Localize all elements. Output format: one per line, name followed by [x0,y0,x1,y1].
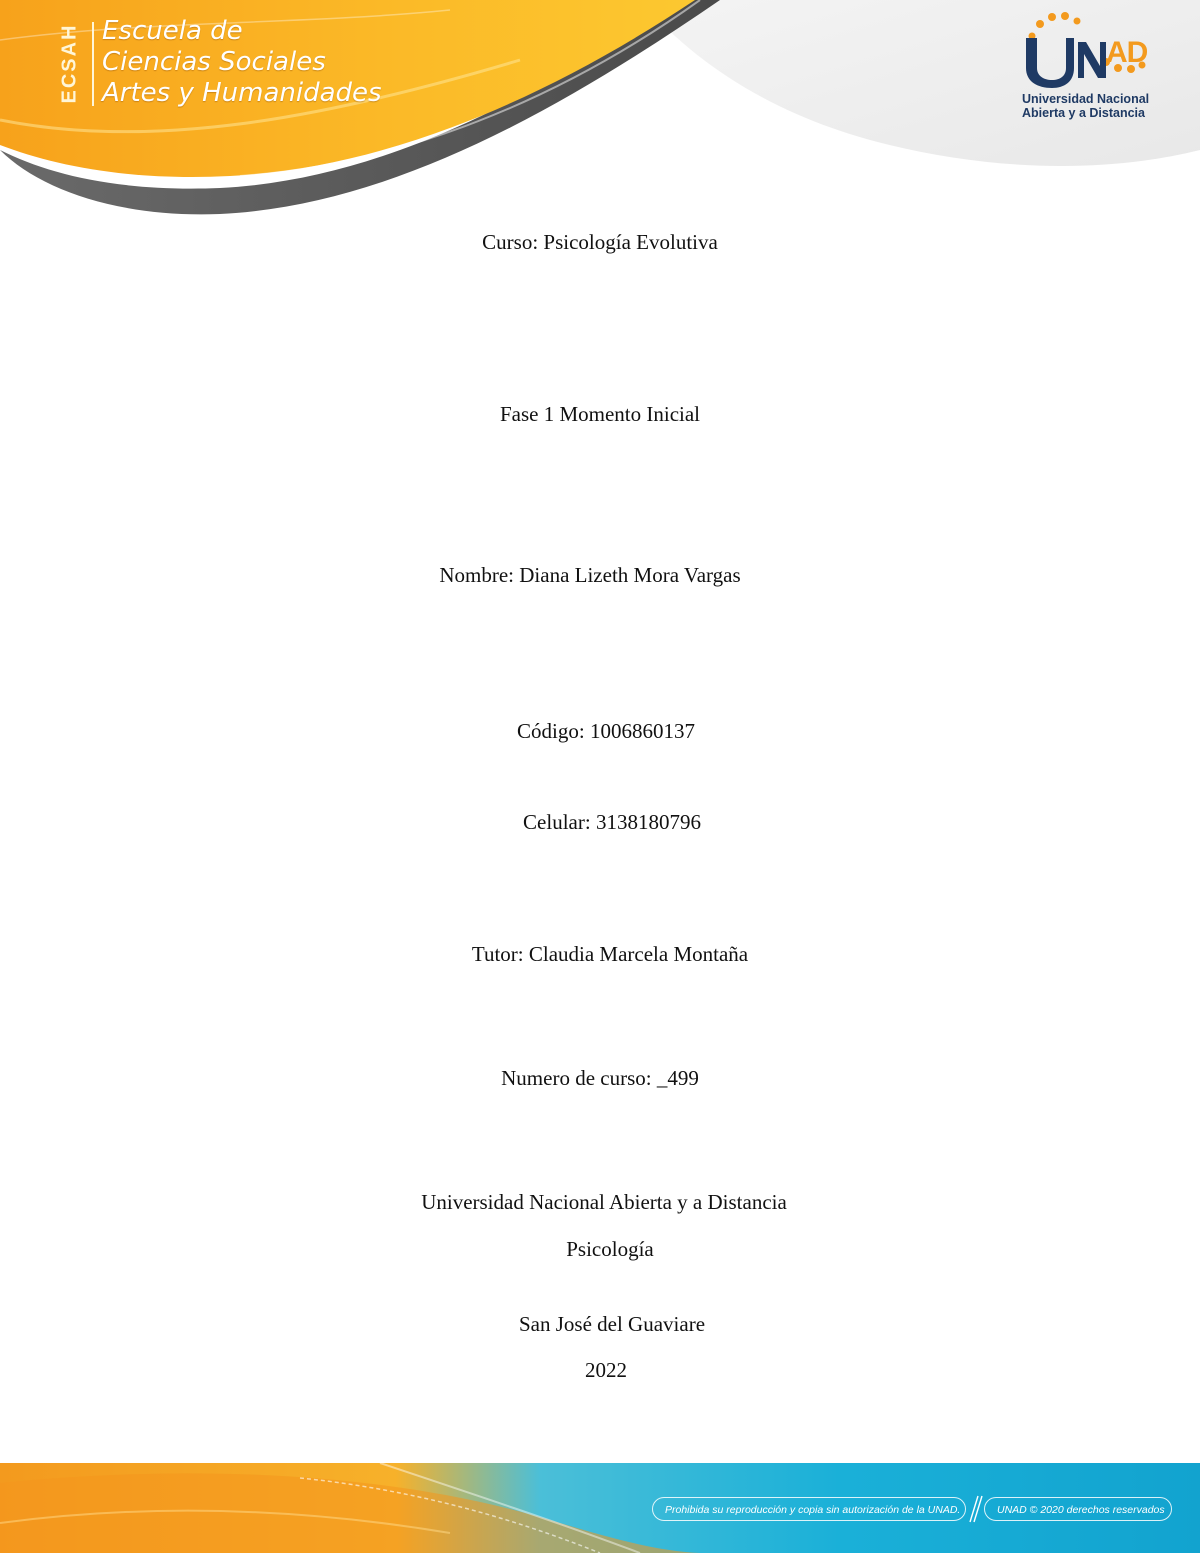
unad-caption-line: Universidad Nacional [1022,92,1150,106]
student-code: Código: 1006860137 [517,719,695,743]
student-phone: Celular: 3138180796 [523,810,701,834]
city-name: San José del Guaviare [518,1312,706,1336]
footer-separator-icon [966,1494,984,1524]
school-name-line: Ciencias Sociales [102,47,326,77]
header-divider [92,22,94,106]
phase-title: Fase 1 Momento Inicial [499,402,701,426]
university-name: Universidad Nacional Abierta y a Distancia [421,1190,787,1214]
year: 2022 [585,1358,627,1382]
course-number: Numero de curso: _499 [501,1066,699,1090]
school-acronym: ECSAH [58,22,81,104]
unad-caption-line: Abierta y a Distancia [1022,106,1145,120]
school-name-line: Escuela de [102,16,243,46]
footer-notice: Prohibida su reproducción y copia sin autorización de la UNAD. [652,1497,966,1521]
unad-wordmark-ad: AD [1106,36,1148,69]
school-name-line: Artes y Humanidades [102,78,382,108]
program-name: Psicología [566,1237,654,1261]
footer-copyright: UNAD © 2020 derechos reservados [984,1497,1172,1521]
course-title: Curso: Psicología Evolutiva [482,230,718,254]
unad-caption [1022,92,1149,120]
tutor-name: Tutor: Claudia Marcela Montaña [471,942,749,966]
school-name [102,16,382,109]
student-name: Nombre: Diana Lizeth Mora Vargas [439,563,741,587]
